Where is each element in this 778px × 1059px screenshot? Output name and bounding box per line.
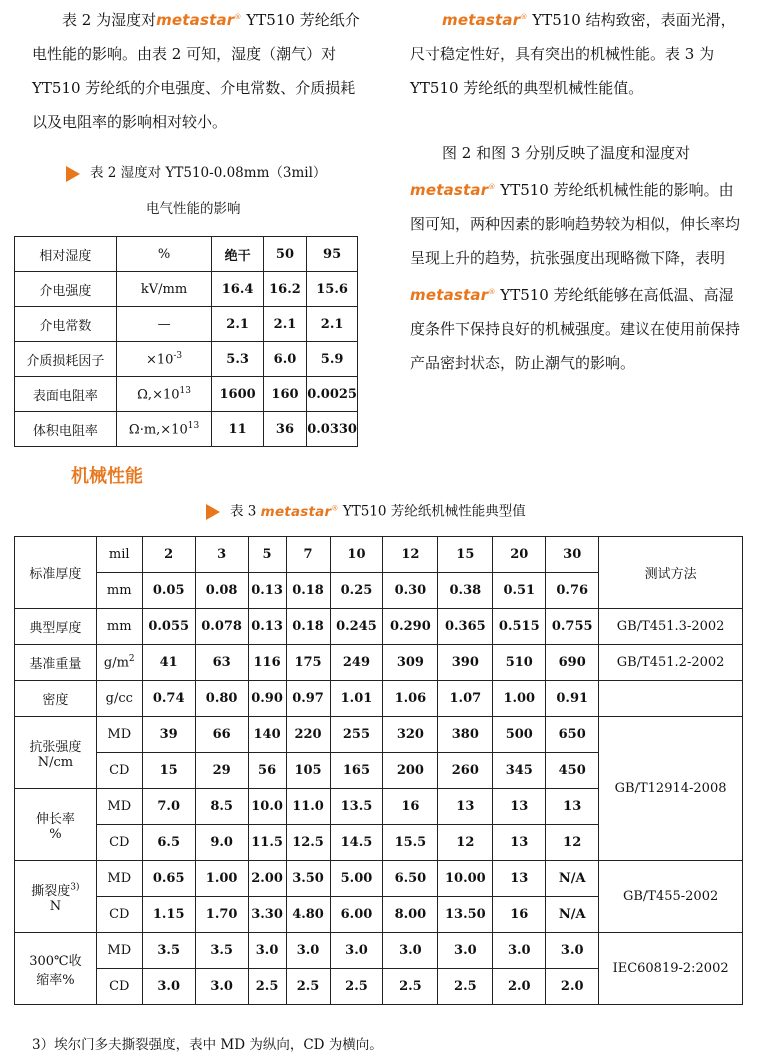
table-cell: 16.2 (263, 272, 306, 307)
table-cell: 3.0 (142, 969, 195, 1005)
table-cell: 7 (286, 537, 330, 573)
table-cell: 8.00 (383, 897, 438, 933)
test-method: GB/T451.2-2002 (599, 645, 743, 681)
table-cell: 220 (286, 717, 330, 753)
table-cell: 3.0 (248, 933, 286, 969)
table-cell: 116 (248, 645, 286, 681)
table-cell: $\Omega,\times 10^{13}$ (116, 377, 212, 412)
table-cell: 0.515 (493, 609, 546, 645)
table-cell: 500 (493, 717, 546, 753)
table-cell: 0.078 (195, 609, 248, 645)
table-cell: 体积电阻率 (15, 412, 117, 447)
table-cell: 1.70 (195, 897, 248, 933)
table-cell: MD (96, 861, 142, 897)
table-cell: 绝干 (212, 237, 263, 272)
table-cell: 16 (493, 897, 546, 933)
table-cell: 3.0 (286, 933, 330, 969)
table-cell: 2.1 (307, 307, 358, 342)
table-cell: 249 (330, 645, 383, 681)
table-cell: 510 (493, 645, 546, 681)
table-cell: 10.0 (248, 789, 286, 825)
table-cell: 3.0 (330, 933, 383, 969)
table-cell: 相对湿度 (15, 237, 117, 272)
table-cell: CD (96, 897, 142, 933)
table-cell: CD (96, 969, 142, 1005)
table-cell: 5 (248, 537, 286, 573)
table-cell: 0.80 (195, 681, 248, 717)
figure-discussion-paragraph (410, 136, 746, 380)
table-cell: 0.97 (286, 681, 330, 717)
table-cell: 1.06 (383, 681, 438, 717)
table-cell: 0.365 (438, 609, 493, 645)
table-cell: 1.15 (142, 897, 195, 933)
table-cell: 20 (493, 537, 546, 573)
table-cell: 5.00 (330, 861, 383, 897)
table-cell: 0.18 (286, 573, 330, 609)
table-row (15, 412, 358, 447)
table-cell: 0.30 (383, 573, 438, 609)
table-cell: 15.6 (307, 272, 358, 307)
table-row (15, 377, 358, 412)
table-cell: 0.0025 (307, 377, 358, 412)
table-cell: 0.13 (248, 609, 286, 645)
table-row (15, 717, 743, 753)
table-cell: 0.90 (248, 681, 286, 717)
table-row (15, 645, 743, 681)
table-cell: 9.0 (195, 825, 248, 861)
table-cell: 1.00 (493, 681, 546, 717)
table-cell: 3.30 (248, 897, 286, 933)
table-cell: CD (96, 825, 142, 861)
table-cell: 10.00 (438, 861, 493, 897)
table-cell: 690 (546, 645, 599, 681)
caption-arrow-icon (206, 504, 220, 520)
table-cell: 14.5 (330, 825, 383, 861)
table-cell: 0.0330 (307, 412, 358, 447)
table-cell: MD (96, 789, 142, 825)
table-cell: 3.0 (383, 933, 438, 969)
text-span: YT510 芳纶纸机械性能的影响。由图可知，两种因素的影响趋势较为相似，伸长率均呈现上升的趋势，抗张强度出现略微下降，表明 (410, 181, 741, 267)
table-cell: 345 (493, 753, 546, 789)
table-cell: 10 (330, 537, 383, 573)
brand-logo: metastar® (260, 503, 339, 520)
table-cell: 介电强度 (15, 272, 117, 307)
table-cell: 2.5 (330, 969, 383, 1005)
table-cell: 175 (286, 645, 330, 681)
table-cell: — (116, 307, 212, 342)
test-method: GB/T12914-2008 (599, 717, 743, 861)
table-cell: 6.00 (330, 897, 383, 933)
intro-paragraph-right (410, 0, 746, 105)
row-label: 典型厚度 (15, 609, 97, 645)
table-cell: 16.4 (212, 272, 263, 307)
table-cell: 320 (383, 717, 438, 753)
table-cell: 36 (263, 412, 306, 447)
table-cell: 380 (438, 717, 493, 753)
table-cell: 15.5 (383, 825, 438, 861)
table-cell: N/A (546, 861, 599, 897)
table-cell: 11.5 (248, 825, 286, 861)
table-cell: 介电常数 (15, 307, 117, 342)
table-cell: 66 (195, 717, 248, 753)
table-cell: 0.13 (248, 573, 286, 609)
brand-logo: metastar® (156, 11, 242, 29)
brand-logo: metastar® (410, 181, 496, 199)
table-cell: 1600 (212, 377, 263, 412)
row-label: 基准重量 (15, 645, 97, 681)
test-method-header: 测试方法 (599, 537, 743, 609)
footnote: 3）埃尔门多夫撕裂强度，表中 MD 为纵向，CD 为横向。 (32, 1037, 383, 1053)
table-cell: 16 (383, 789, 438, 825)
table-row (15, 307, 358, 342)
caption-arrow-icon (66, 166, 80, 182)
table-cell: $g/m^2$ (96, 645, 142, 681)
caption-text: 表 3 (230, 503, 261, 520)
table-cell: 13 (438, 789, 493, 825)
table-cell: 13.50 (438, 897, 493, 933)
row-label: 300℃收 缩率% (15, 933, 97, 1005)
table-cell: 2.5 (286, 969, 330, 1005)
table-cell: 0.65 (142, 861, 195, 897)
table-row (15, 861, 743, 897)
table-cell: 0.74 (142, 681, 195, 717)
table-cell: 3.0 (493, 933, 546, 969)
table-cell: 160 (263, 377, 306, 412)
table-cell: 3.5 (142, 933, 195, 969)
table-cell: 30 (546, 537, 599, 573)
table-cell: 29 (195, 753, 248, 789)
mechanical-properties-table (14, 536, 743, 1005)
table-cell: 0.08 (195, 573, 248, 609)
table-cell: 3.5 (195, 933, 248, 969)
table-cell: 6.50 (383, 861, 438, 897)
row-label: 抗张强度 N/cm (15, 717, 97, 789)
table-cell: 0.290 (383, 609, 438, 645)
brand-logo: metastar® (410, 286, 496, 304)
test-method (599, 681, 743, 717)
table-cell: 0.245 (330, 609, 383, 645)
table3-caption (206, 498, 526, 522)
table-cell: 8.5 (195, 789, 248, 825)
table-cell: 105 (286, 753, 330, 789)
table-cell: 4.80 (286, 897, 330, 933)
table-cell: MD (96, 933, 142, 969)
table-cell: 3.0 (195, 969, 248, 1005)
table-cell: 50 (263, 237, 306, 272)
table-cell: 0.91 (546, 681, 599, 717)
table-cell: kV/mm (116, 272, 212, 307)
table-cell: 309 (383, 645, 438, 681)
table-cell: 15 (438, 537, 493, 573)
text-span: 表 2 为湿度对 (62, 11, 157, 29)
table-cell: 12 (383, 537, 438, 573)
table-cell: 95 (307, 237, 358, 272)
table-cell: 3.0 (438, 933, 493, 969)
table-cell: 56 (248, 753, 286, 789)
table-cell: 表面电阻率 (15, 377, 117, 412)
text-span: YT510 芳纶纸能够在高低温、高湿度条件下保持良好的机械强度。建议在使用前保持产品密封状态，防止潮气的影响。 (410, 286, 741, 372)
table-cell: 3 (195, 537, 248, 573)
table-cell: mil (96, 537, 142, 573)
text-span: YT510 结构致密，表面光滑，尺寸稳定性好，具有突出的机械性能。表 3 为 YT510 芳纶纸的典型机械性能值。 (410, 11, 736, 97)
table-cell: 11.0 (286, 789, 330, 825)
table-cell: 2 (142, 537, 195, 573)
table2-caption-line2: 电气性能的影响 (146, 201, 241, 217)
table-cell: 7.0 (142, 789, 195, 825)
table-row (15, 342, 358, 377)
table-cell: 200 (383, 753, 438, 789)
table-cell: 11 (212, 412, 263, 447)
table-cell: % (116, 237, 212, 272)
text-span: YT510 芳纶纸介电性能的影响。由表 2 可知，湿度（潮气）对 YT510 芳纶纸的介电强度、介电常数、介质损耗以及电阻率的影响相对较小。 (32, 11, 360, 131)
table-cell: 13.5 (330, 789, 383, 825)
table-cell: 0.055 (142, 609, 195, 645)
caption-text: YT510 芳纶纸机械性能典型值 (338, 503, 526, 520)
test-method: IEC60819-2:2002 (599, 933, 743, 1005)
table-cell: 650 (546, 717, 599, 753)
table-cell: 13 (546, 789, 599, 825)
row-label: 标准厚度 (15, 537, 97, 609)
table-cell: 3.0 (546, 933, 599, 969)
table-cell: 0.38 (438, 573, 493, 609)
table-cell: 2.1 (212, 307, 263, 342)
table-cell: 0.755 (546, 609, 599, 645)
table-cell: 介质损耗因子 (15, 342, 117, 377)
test-method: GB/T451.3-2002 (599, 609, 743, 645)
text-span: 图 2 和图 3 分别反映了温度和湿度对 (442, 144, 691, 162)
table-cell: N/A (546, 897, 599, 933)
table-cell: 6.5 (142, 825, 195, 861)
table-cell: 5.3 (212, 342, 263, 377)
humidity-electrical-table (14, 236, 358, 447)
table-cell: mm (96, 573, 142, 609)
table-cell: 5.9 (307, 342, 358, 377)
table-cell: 2.5 (383, 969, 438, 1005)
table-cell: 1.07 (438, 681, 493, 717)
table-cell: 2.1 (263, 307, 306, 342)
table-cell: 13 (493, 825, 546, 861)
table-cell: 3.50 (286, 861, 330, 897)
table-cell: 41 (142, 645, 195, 681)
table-header-row (15, 237, 358, 272)
table-cell: 12 (438, 825, 493, 861)
table-cell: MD (96, 717, 142, 753)
table-cell: mm (96, 609, 142, 645)
table-cell: 2.00 (248, 861, 286, 897)
table-row (15, 537, 743, 573)
table-cell: 2.0 (493, 969, 546, 1005)
table-cell: 0.05 (142, 573, 195, 609)
table-row (15, 681, 743, 717)
intro-paragraph-left (32, 0, 364, 139)
table-cell: 6.0 (263, 342, 306, 377)
table-cell: g/cc (96, 681, 142, 717)
table-cell: 0.18 (286, 609, 330, 645)
table-cell: 165 (330, 753, 383, 789)
row-label: 伸长率 % (15, 789, 97, 861)
table-row (15, 272, 358, 307)
table-cell: 1.01 (330, 681, 383, 717)
brand-logo: metastar® (442, 11, 528, 29)
test-method: GB/T455-2002 (599, 861, 743, 933)
row-label: 撕裂度$^{3)}$ N (15, 861, 97, 933)
row-label: 密度 (15, 681, 97, 717)
table-cell: 0.76 (546, 573, 599, 609)
table-cell: 39 (142, 717, 195, 753)
caption-text: 表 2 湿度对 YT510-0.08mm（3mil） (90, 165, 327, 181)
table-row (15, 933, 743, 969)
section-title: 机械性能 (71, 466, 143, 487)
table-cell: 0.51 (493, 573, 546, 609)
table2-caption (66, 163, 326, 183)
table-cell: 13 (493, 789, 546, 825)
table-cell: 2.5 (438, 969, 493, 1005)
table-cell: 12 (546, 825, 599, 861)
table-cell: CD (96, 753, 142, 789)
table-cell: $\Omega\cdot m,\times 10^{13}$ (116, 412, 212, 447)
table-cell: 2.0 (546, 969, 599, 1005)
table-cell: 12.5 (286, 825, 330, 861)
table-cell: 63 (195, 645, 248, 681)
table-cell: $\times 10^{-3}$ (116, 342, 212, 377)
table-cell: 390 (438, 645, 493, 681)
table-cell: 260 (438, 753, 493, 789)
table-cell: 13 (493, 861, 546, 897)
table-cell: 2.5 (248, 969, 286, 1005)
table-cell: 0.25 (330, 573, 383, 609)
table-row (15, 609, 743, 645)
table-cell: 255 (330, 717, 383, 753)
table-cell: 140 (248, 717, 286, 753)
table-cell: 450 (546, 753, 599, 789)
table-cell: 15 (142, 753, 195, 789)
table-cell: 1.00 (195, 861, 248, 897)
